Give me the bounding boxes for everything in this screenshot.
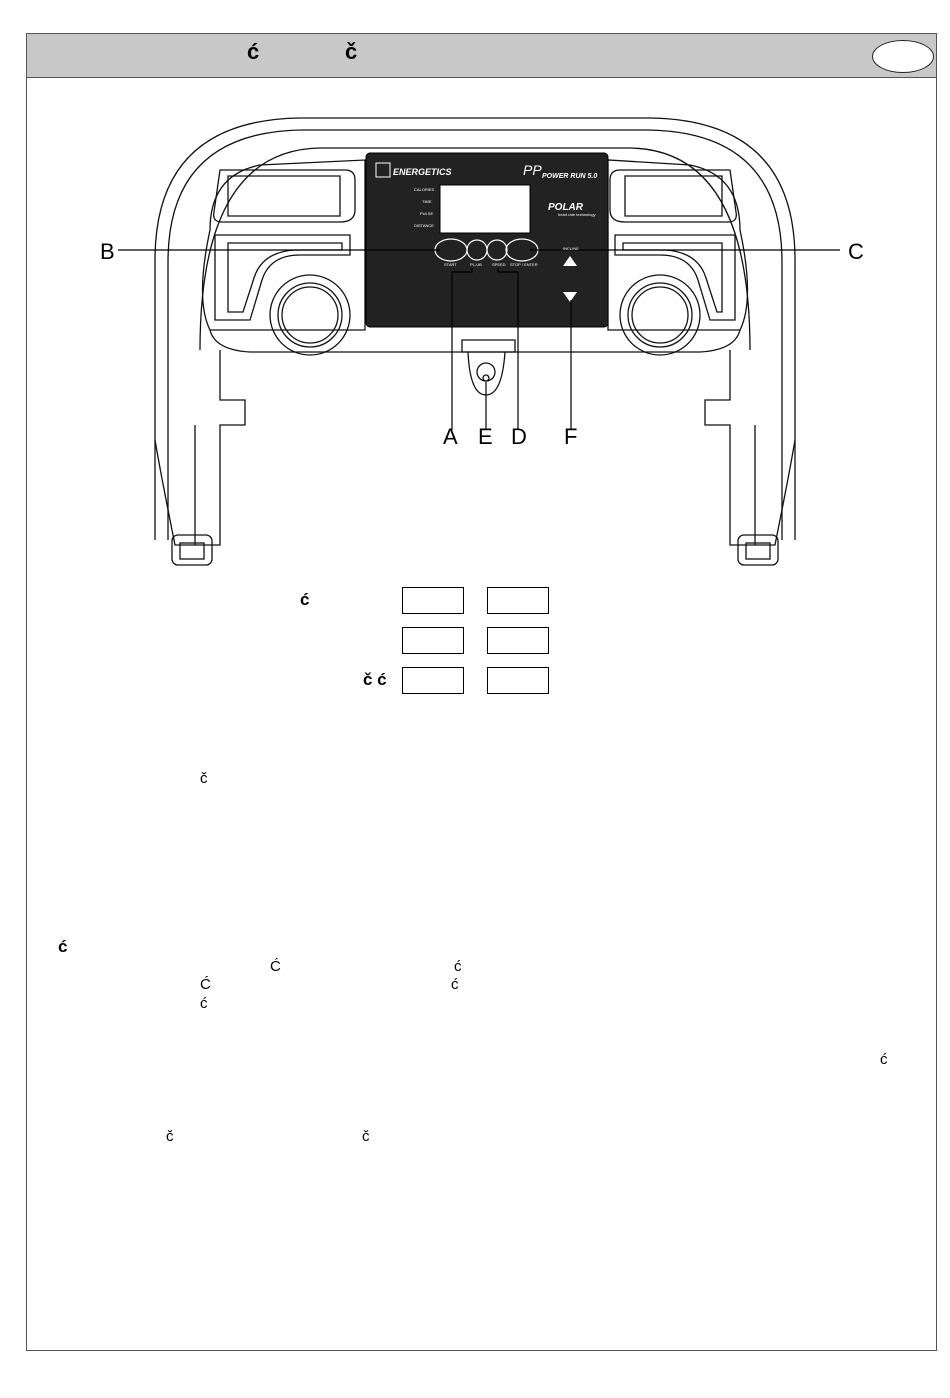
header-title-char-1: ć (247, 39, 260, 64)
table-row-1-label: ć (300, 590, 310, 609)
partner-sub: heart rate technology (558, 212, 596, 217)
button-label: SPEED (492, 262, 506, 267)
button-label: PL-UB (470, 262, 482, 267)
text-fragment: ć (454, 958, 462, 975)
section-heading: ć (58, 937, 68, 956)
readout-label: PULSE (420, 211, 434, 216)
button-label: START (444, 262, 457, 267)
incline-label: INCLINE (563, 246, 579, 251)
text-fragment: ć (880, 1051, 888, 1068)
model-prefix: PP (523, 162, 542, 178)
callout-e: E (478, 424, 493, 449)
table-cell (487, 667, 549, 694)
table-row-3-label: č ć (363, 670, 387, 689)
brand-logo: ENERGETICS (393, 167, 452, 177)
readout-label: CALORIES (414, 187, 435, 192)
table-cell (487, 627, 549, 654)
callout-f: F (564, 424, 578, 449)
text-fragment: Ć (200, 976, 211, 993)
text-fragment: Ć (270, 958, 281, 975)
readout-label: TIME (422, 199, 432, 204)
callout-b: B (100, 239, 115, 264)
readout-label: DISTANCE (414, 223, 434, 228)
callout-c: C (848, 239, 864, 264)
button-label: STOP / ENTER (510, 262, 538, 267)
header-title-char-2: č (345, 39, 358, 64)
treadmill-console-diagram (0, 0, 950, 600)
table-cell (402, 627, 464, 654)
text-fragment: č (362, 1128, 370, 1145)
text-fragment: ć (451, 976, 459, 993)
model-name: POWER RUN 5.0 (542, 173, 598, 180)
text-fragment: ć (200, 995, 208, 1012)
text-fragment: č (166, 1128, 174, 1145)
text-fragment: č (200, 770, 208, 787)
callout-d: D (511, 424, 527, 449)
table-cell (402, 587, 464, 614)
table-cell (402, 667, 464, 694)
table-cell (487, 587, 549, 614)
callout-a: A (443, 424, 458, 449)
partner-logo: POLAR (548, 202, 583, 213)
